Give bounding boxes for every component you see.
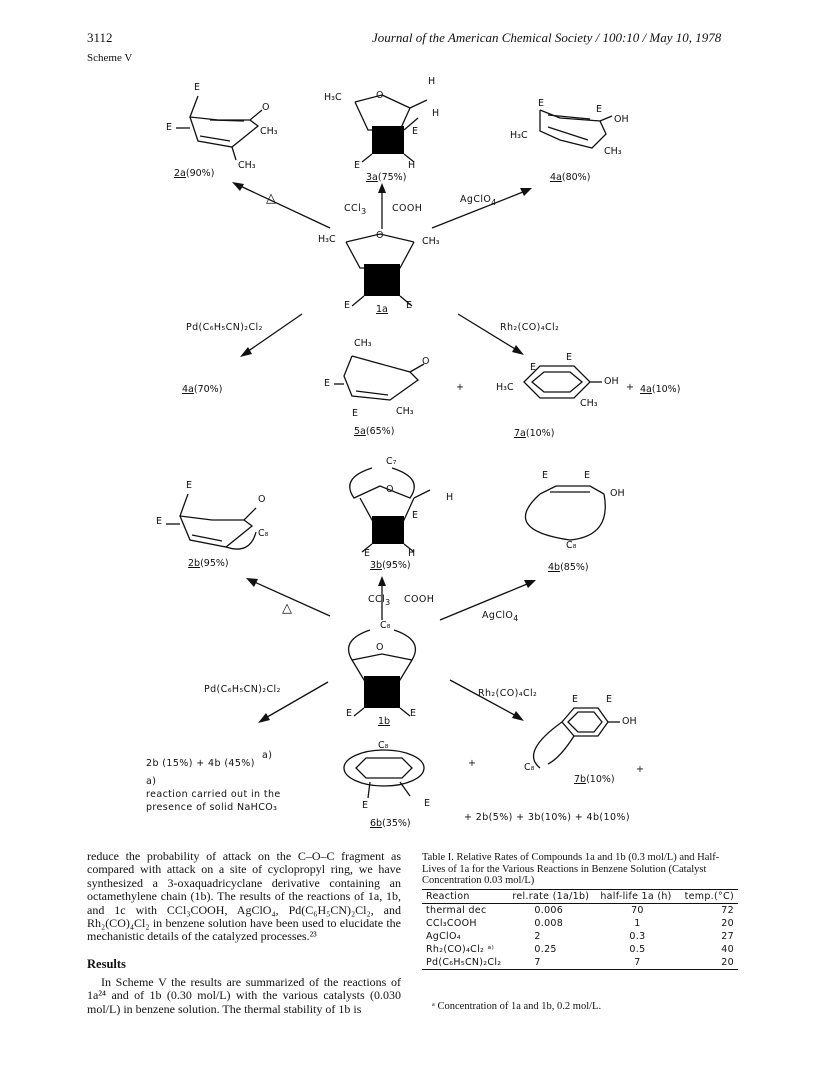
atom-H3C: H₃C (324, 92, 342, 103)
plus-sign: + (468, 758, 476, 769)
atom-E: E (166, 122, 173, 133)
product-5a-label: 5a(65%) (354, 426, 395, 437)
atom-E: E (352, 408, 359, 419)
atom-E: E (424, 798, 431, 809)
product-7a-label: 7a(10%) (514, 428, 555, 439)
atom-OH: OH (604, 376, 619, 387)
atom-O: O (258, 494, 266, 505)
structure-1a (346, 234, 414, 306)
atom-E: E (606, 694, 613, 705)
structure-2a (176, 96, 262, 160)
product-2b-label: 2b(95%) (188, 558, 229, 569)
atom-C8: C₈ (380, 620, 391, 631)
atom-H3C: H₃C (510, 130, 528, 141)
atom-CH3: CH₃ (580, 398, 598, 409)
table-cell: 20 (721, 957, 734, 968)
atom-H: H (446, 492, 454, 503)
table-cell: 1 (634, 918, 641, 929)
table-row (422, 904, 738, 918)
reagent-ccl3: CCl$_3$ (368, 594, 391, 607)
product-4a-label: 4a(80%) (550, 172, 591, 183)
atom-O: O (376, 230, 384, 241)
atom-CH3: CH₃ (396, 406, 414, 417)
atom-E: E (572, 694, 579, 705)
table-cell: 40 (721, 944, 734, 955)
table-cell: 20 (721, 918, 734, 929)
table-cell: 0.3 (629, 931, 646, 942)
reagent-pd: Pd(C₆H₅CN)₂Cl₂ (204, 684, 281, 695)
footnote-mark: a) (262, 750, 273, 761)
atom-E: E (344, 300, 351, 311)
table-cell: 7 (534, 957, 541, 968)
product-3b-label: 3b(95%) (370, 560, 411, 571)
product-2a-label: 2a(90%) (174, 168, 215, 179)
structure-5a (334, 356, 424, 400)
atom-O: O (376, 642, 384, 653)
reagent-cooh: COOH (404, 594, 435, 605)
atom-E: E (542, 470, 549, 481)
table-header: temp.(°C) (684, 891, 734, 902)
table-cell: 0.5 (629, 944, 646, 955)
structure-6b (344, 750, 424, 798)
structure-4b (525, 486, 605, 540)
atom-OH: OH (610, 488, 625, 499)
heat-symbol: △ (266, 190, 276, 205)
plus-sign: + (636, 764, 644, 775)
atom-E: E (538, 98, 545, 109)
atom-E: E (566, 352, 573, 363)
reagent-agclo4: AgClO$_4$ (460, 194, 497, 207)
atom-OH: OH (622, 716, 637, 727)
reagent-rh: Rh₂(CO)₄Cl₂ (478, 688, 538, 699)
table-cell: Pd(C₆H₅CN)₂Cl₂ (426, 957, 502, 968)
atom-E: E (324, 378, 331, 389)
reagent-rh: Rh₂(CO)₄Cl₂ (500, 322, 560, 333)
product-4a-rh-label: 4a(10%) (640, 384, 681, 395)
atom-CH3: CH₃ (238, 160, 256, 171)
table-1 (422, 889, 738, 970)
atom-C7: C₇ (386, 456, 397, 467)
reagent-ccl3: CCl$_3$ (344, 203, 367, 216)
atom-E: E (596, 104, 603, 115)
atom-CH3: CH₃ (604, 146, 622, 157)
structure-7b (534, 708, 620, 768)
plus-sign: + (626, 382, 634, 393)
table-cell: thermal dec (426, 905, 487, 916)
atom-H3C: H₃C (318, 234, 336, 245)
atom-E: E (412, 126, 419, 137)
table-cell: 72 (721, 905, 734, 916)
results-heading: Results (87, 957, 126, 971)
atom-E: E (186, 480, 193, 491)
table-cell: 0.25 (534, 944, 557, 955)
table-cell: AgClO₄ (426, 931, 461, 942)
atom-C8: C₈ (566, 540, 577, 551)
atom-C8: C₈ (524, 762, 535, 773)
plus-sign: + (456, 382, 464, 393)
table-row (422, 943, 738, 956)
product-6b-label: 6b(35%) (370, 818, 411, 829)
table-footnote: ᵃ Concentration of 1a and 1b, 0.2 mol/L. (432, 1001, 602, 1012)
atom-CH3: CH₃ (422, 236, 440, 247)
atom-H: H (408, 548, 416, 559)
atom-O: O (262, 102, 270, 113)
atom-O: O (376, 90, 384, 101)
structure-4a (540, 110, 612, 148)
atom-OH: OH (614, 114, 629, 125)
table-header: half-life 1a (h) (600, 891, 672, 902)
body-paragraph-1: reduce the probability of attack on the C–O–C fragment as compared with attack on a site of cyclopropyl ring, we have synthesized a 3-oxaquadricyclane derivative containing an octamethylene chain (1b). The results of the reactions of 1a, 1b, and 1c with CCl₃COOH, AgClO₄, Pd(C₆H₅CN)₂Cl₂, and Rh₂(CO)₄Cl₂ in benzene solution have been used to elucidate the mechanistic details of the catalyzed processes.²³ (87, 849, 401, 944)
atom-O: O (386, 484, 394, 495)
table-header: rel.rate (1a/1b) (512, 891, 590, 902)
table-row (422, 956, 738, 970)
table-cell: 2 (534, 931, 541, 942)
reagent-agclo4: AgClO$_4$ (482, 610, 519, 623)
product-4a-pd-label: 4a(70%) (182, 384, 223, 395)
atom-E: E (406, 300, 413, 311)
atom-H: H (428, 76, 436, 87)
table-cell: 0.006 (534, 905, 564, 916)
atom-CH3: CH₃ (354, 338, 372, 349)
atom-C8: C₈ (258, 528, 269, 539)
atom-H: H (432, 108, 440, 119)
atom-E: E (156, 516, 163, 527)
atom-E: E (412, 510, 419, 521)
structure-2b (166, 494, 256, 549)
table-cell: 27 (721, 931, 734, 942)
atom-E: E (410, 708, 417, 719)
atom-E: E (194, 82, 201, 93)
note-a-label: a) (146, 776, 157, 787)
atom-CH3: CH₃ (260, 126, 278, 137)
table-caption: Table I. Relative Rates of Compounds 1a and 1b (0.3 mol/L) and Half-Lives of 1a for the Various Reactions in Benzene Solution (Catalyst Concentration 0.03 mol/L) (422, 852, 720, 886)
table-header: Reaction (426, 891, 470, 902)
atom-C8: C₈ (378, 740, 389, 751)
table-cell: 70 (631, 905, 644, 916)
pd-products-1b: 2b (15%) + 4b (45%) (146, 758, 255, 769)
heat-symbol: △ (282, 600, 292, 615)
atom-E: E (354, 160, 361, 171)
starting-1a-label: 1a (376, 304, 388, 315)
table-cell: CCl₃COOH (426, 918, 477, 929)
atom-E: E (530, 362, 537, 373)
scheme-label: Scheme V (87, 52, 133, 64)
rh-extra-products: + 2b(5%) + 3b(10%) + 4b(10%) (464, 812, 630, 823)
table-cell: Rh₂(CO)₄Cl₂ ᵃ⁾ (426, 944, 495, 955)
product-4b-label: 4b(85%) (548, 562, 589, 573)
product-3a-label: 3a(75%) (366, 172, 407, 183)
atom-H3C: H₃C (496, 382, 514, 393)
table-cell: 0.008 (534, 918, 564, 929)
table-cell: 7 (634, 957, 641, 968)
product-7b-label: 7b(10%) (574, 774, 615, 785)
atom-E: E (584, 470, 591, 481)
table-row (422, 917, 738, 930)
atom-E: E (362, 800, 369, 811)
reagent-cooh: COOH (392, 203, 423, 214)
starting-1b-label: 1b (378, 716, 391, 727)
atom-O: O (422, 356, 430, 367)
note-a-line1: reaction carried out in the (146, 789, 281, 800)
note-a-line2: presence of solid NaHCO₃ (146, 802, 278, 813)
atom-H: H (408, 160, 416, 171)
reagent-pd: Pd(C₆H₅CN)₂Cl₂ (186, 322, 263, 333)
table-row (422, 930, 738, 943)
page-number: 3112 (87, 30, 113, 45)
atom-E: E (346, 708, 353, 719)
running-header: Journal of the American Chemical Society / 100:10 / May 10, 1978 (372, 30, 722, 45)
body-paragraph-2: In Scheme V the results are summarized of the reactions of 1a²⁴ and of 1b (0.30 mol/L) with the various catalysts (0.030 mol/L) in benzene solution. The thermal stability of 1b is (87, 975, 401, 1016)
atom-E: E (364, 548, 371, 559)
